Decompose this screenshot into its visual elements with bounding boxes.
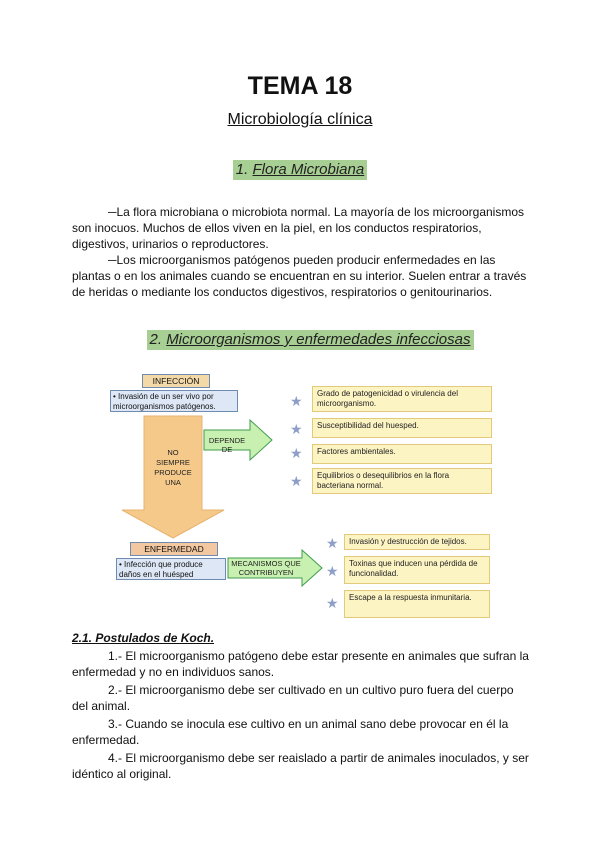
enfermedad-description: • Infección que produce daños en el huésped [116, 558, 226, 580]
koch-item: 3.- Cuando se inocula ese cultivo en un animal sano debe provocar en él la enfermedad. [72, 717, 509, 747]
page-title: TEMA 18 [247, 72, 353, 100]
koch-item: 2.- El microorganismo debe ser cultivado en un cultivo puro fuera del cuerpo del animal. [72, 683, 514, 713]
factor-box: Factores ambientales. [312, 444, 492, 464]
mecanismos-text: MECANISMOS QUE CONTRIBUYEN [231, 559, 301, 577]
depende-de-text: DEPENDE DE [208, 436, 246, 454]
section-1-paragraph-1: ─La flora microbiana o microbiota normal. La mayoría de los microorganismos son inocuos. Muchos de ellos viven en la piel, en los conductos respiratorios, digestivos, urinarios o reproductores. [72, 205, 525, 251]
enfermedad-label: ENFERMEDAD [130, 542, 218, 556]
section-2-heading: 2. Microorganismos y enfermedades infecciosas [0, 330, 600, 350]
section-1-heading: 1. Flora Microbiana [0, 160, 600, 180]
mechanism-box: Invasión y destrucción de tejidos. [344, 534, 490, 550]
star-icon: ★ [290, 393, 303, 409]
page-subtitle: Microbiología clínica [227, 111, 373, 128]
infeccion-description: • Invasión de un ser vivo por microorganismos patógenos. [110, 390, 238, 412]
factor-box: Susceptibilidad del huesped. [312, 418, 492, 438]
star-icon: ★ [290, 445, 303, 461]
star-icon: ★ [326, 535, 339, 551]
infection-diagram [100, 368, 500, 620]
koch-item: 1.- El microorganismo patógeno debe estar presente en animales que sufran la enfermedad y no en individuos sanos. [72, 649, 529, 679]
star-icon: ★ [326, 563, 339, 579]
star-icon: ★ [290, 473, 303, 489]
no-siempre-text: NO SIEMPRE PRODUCE UNA [154, 448, 192, 487]
koch-heading: 2.1. Postulados de Koch. [72, 631, 215, 645]
infeccion-label: INFECCIÓN [142, 374, 210, 388]
koch-item: 4.- El microorganismo debe ser reaislado a partir de animales inoculados, y ser idéntico al original. [72, 751, 529, 781]
star-icon: ★ [290, 421, 303, 437]
factor-box: Equilibrios o desequilibrios en la flora bacteriana normal. [312, 468, 492, 494]
section-1-paragraph-2: ─Los microorganismos patógenos pueden producir enfermedades en las plantas o en los animales cuando se encuentran en su interior. Suelen entrar a través de heridas o mediante los conductos digestivos, respiratorios o genitourinarios. [72, 253, 527, 299]
factor-box: Grado de patogenicidad o virulencia del microorganismo. [312, 386, 492, 412]
koch-list [72, 648, 532, 784]
star-icon: ★ [326, 595, 339, 611]
mechanism-box: Escape a la respuesta inmunitaria. [344, 590, 490, 618]
mechanism-box: Toxinas que inducen una pérdida de funcionalidad. [344, 556, 490, 584]
